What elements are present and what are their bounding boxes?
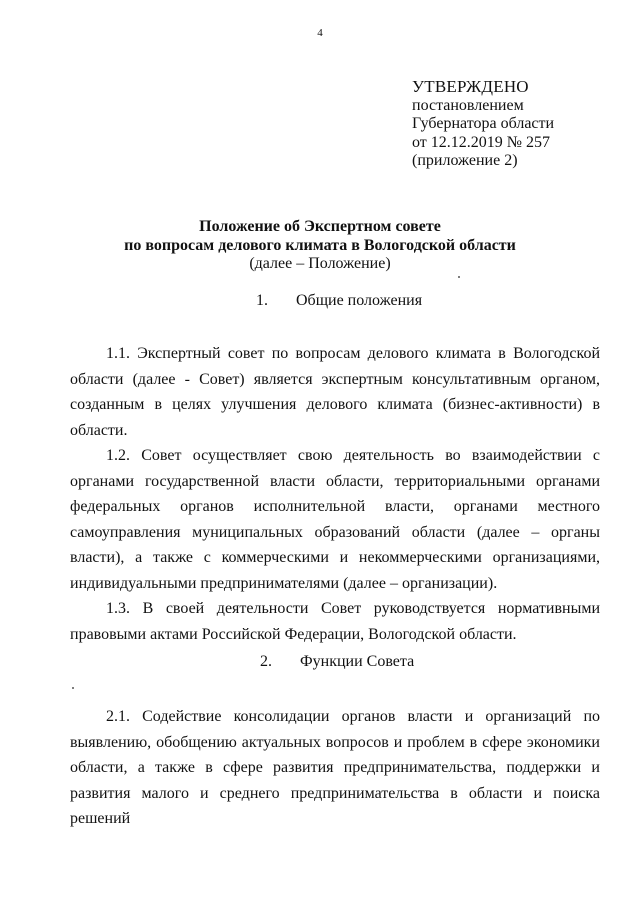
paragraph-1-1: 1.1. Экспертный совет по вопросам делового климата в Вологодской области (далее - Совет) является экспертным консультативным органом, созданным в целях улучшения делового климата (бизнес-активности) в области. [70,345,600,439]
section-2-title: Функции Совета [300,653,415,670]
section-2-heading [260,653,414,671]
section-2-body [70,704,600,832]
section-2-number: 2. [260,653,272,670]
approval-stamp [412,78,554,171]
section-1-title: Общие положения [296,292,423,309]
paragraph-1-2: 1.2. Совет осуществляет свою деятельность во взаимодействии с органами государственной власти области, территориальными органами федеральных органов исполнительной власти, органами местного самоуправления муниципальных образований области (далее – органы власти), а также с коммерческими и некоммерческими организациями, индивидуальными предпринимателями (далее – организации). [70,447,600,592]
scan-speck [72,687,74,689]
section-1-number: 1. [256,292,268,309]
title-line-2: по вопросам делового климата в Вологодской области [124,236,516,254]
approval-heading: УТВЕРЖДЕНО [412,77,529,96]
approval-decree-line: постановлением [412,96,524,114]
approval-governor-line: Губернатора области [412,115,555,132]
approval-date-number: от 12.12.2019 № 257 [412,133,551,151]
title-line-3: (далее – Положение) [249,255,391,272]
paragraph-1-3: 1.3. В своей деятельности Совет руководствуется нормативными правовыми актами Российской Федерации, Вологодской области. [70,600,600,643]
paragraph-2-1: 2.1. Содействие консолидации органов власти и организаций по выявлению, обобщению актуальных вопросов и проблем в сфере экономики области, а также в сфере развития предпринимательства, поддержки и развития малого и среднего предпринимательства в области и поиска решений [70,708,600,827]
section-1-body [70,341,600,647]
document-title [0,218,640,274]
scan-speck [458,276,460,278]
approval-appendix: (приложение 2) [412,152,518,169]
title-line-1: Положение об Экспертном совете [199,218,441,235]
page-number: 4 [317,27,323,39]
section-1-heading [256,292,422,310]
